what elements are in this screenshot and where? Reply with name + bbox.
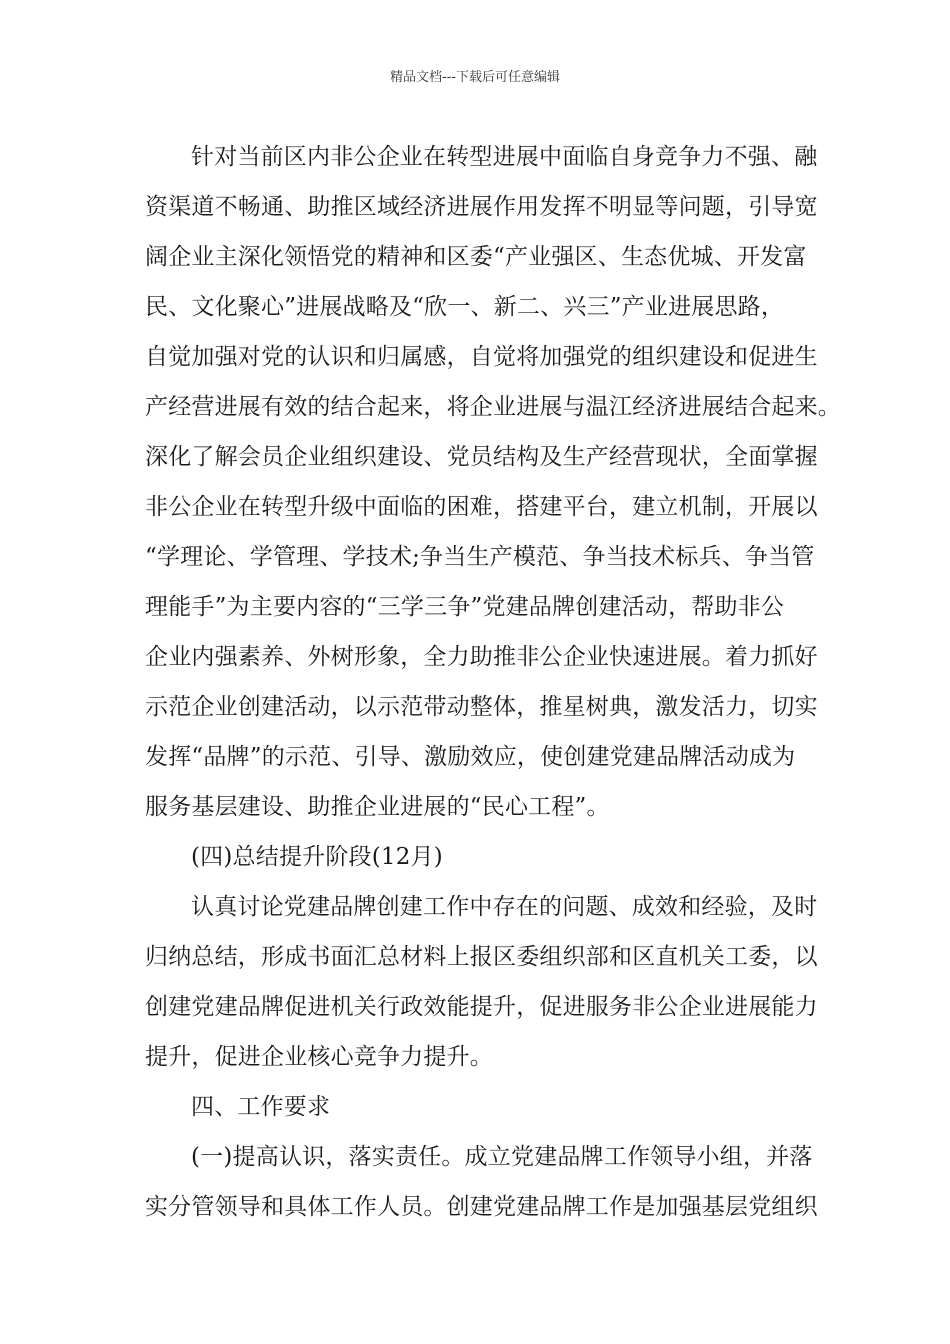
text-line: 针对当前区内非公企业在转型进展中面临自身竞争力不强、融 [191, 144, 818, 170]
document-body [145, 132, 841, 1232]
text-line: 创建党建品牌促进机关行政效能提升，促进服务非公企业进展能力 [145, 994, 818, 1020]
text-line: (一)提高认识，落实责任。成立党建品牌工作领导小组，并落 [191, 1144, 813, 1170]
paragraph-requirement-one [145, 1132, 825, 1232]
text-line: 阔企业主深化领悟党的精神和区委“产业强区、生态优城、开发富 [145, 244, 807, 270]
text-line: 自觉加强对党的认识和归属感，自觉将加强党的组织建设和促进生 [145, 344, 818, 370]
text-line: 发挥“品牌”的示范、引导、激励效应，使创建党建品牌活动成为 [145, 744, 796, 770]
text-line: 民、文化聚心”进展战略及“欣一、新二、兴三”产业进展思路， [145, 294, 785, 320]
text-line: “学理论、学管理、学技术;争当生产模范、争当技术标兵、争当管 [145, 544, 815, 570]
paragraph-summary [145, 882, 825, 1082]
text-line: 非公企业在转型升级中面临的困难，搭建平台，建立机制，开展以 [145, 494, 818, 520]
text-line: 企业内强素养、外树形象，全力助推非公企业快速进展。着力抓好 [145, 644, 818, 670]
text-line: 四、工作要求 [191, 1094, 331, 1120]
section-heading-summary-stage [145, 832, 825, 882]
text-line: 理能手”为主要内容的“三学三争”党建品牌创建活动，帮助非公 [145, 594, 785, 620]
text-line: 提升，促进企业核心竞争力提升。 [145, 1044, 493, 1070]
text-line: 服务基层建设、助推企业进展的“民心工程”。 [145, 794, 610, 820]
text-line: (四)总结提升阶段(12月) [191, 844, 443, 870]
text-line: 归纳总结，形成书面汇总材料上报区委组织部和区直机关工委，以 [145, 944, 818, 970]
section-heading-work-requirements [145, 1082, 825, 1132]
text-line: 示范企业创建活动，以示范带动整体，推星树典，激发活力，切实 [145, 694, 818, 720]
text-line: 深化了解会员企业组织建设、党员结构及生产经营现状，全面掌握 [145, 444, 818, 470]
text-line: 实分管领导和具体工作人员。创建党建品牌工作是加强基层党组织 [145, 1194, 818, 1220]
text-line: 产经营进展有效的结合起来，将企业进展与温江经济进展结合起来。 [145, 394, 841, 420]
text-line: 资渠道不畅通、助推区域经济进展作用发挥不明显等问题，引导宽 [145, 194, 818, 220]
text-line: 认真讨论党建品牌创建工作中存在的问题、成效和经验，及时 [191, 894, 818, 920]
paragraph-project-description [145, 132, 841, 832]
page-header: 精品文档---下载后可任意编辑 [389, 70, 561, 85]
